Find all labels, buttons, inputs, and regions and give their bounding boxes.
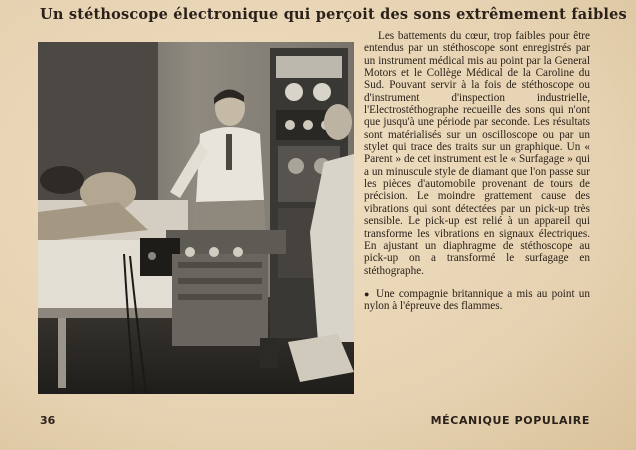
note-text: Une compagnie britannique a mis au point un nylon à l'épreuve des flammes. <box>364 287 590 313</box>
page-number: 36 <box>40 414 56 427</box>
magazine-title: MÉCANIQUE POPULAIRE <box>430 414 590 427</box>
bullet-icon: ● <box>364 288 370 299</box>
article-column <box>364 30 590 313</box>
article-photo <box>38 42 354 394</box>
headline: Un stéthoscope électronique qui perçoit des sons extrêmement faibles <box>40 6 627 23</box>
article-body: Les battements du cœur, trop faibles pour être entendus par un stéthoscope sont enregistrés par un instrument médical mis au point par la General Motors et le Collège Médical de la Caroline du Sud. Pouvant servir à la fois de stéthoscope ou d'instrument d'inspection industrielle, l'Electrostéthographe recueille des sons qui n'ont que jusqu'à une période par seconde. Les résultats sont matérialisés sur un oscilloscope ou par un stylet qui trace des traits sur un graphique. Un « Parent » de cet instrument est le « Surfagage » qui a un minuscule style de diamant que l'on passe sur les pièces d'automobile provenant de tours de précision. Le moindre grattement cause des vibrations qui sont détectées par un pick-up très sensible. Le pick-up est relié à un appareil qui transforme les vibrations en signaux électriques. En ajustant un diaphragme de stéthoscope au pick-up on a transformé le surfagage en stéthographe. <box>364 30 590 277</box>
news-note <box>364 288 590 313</box>
